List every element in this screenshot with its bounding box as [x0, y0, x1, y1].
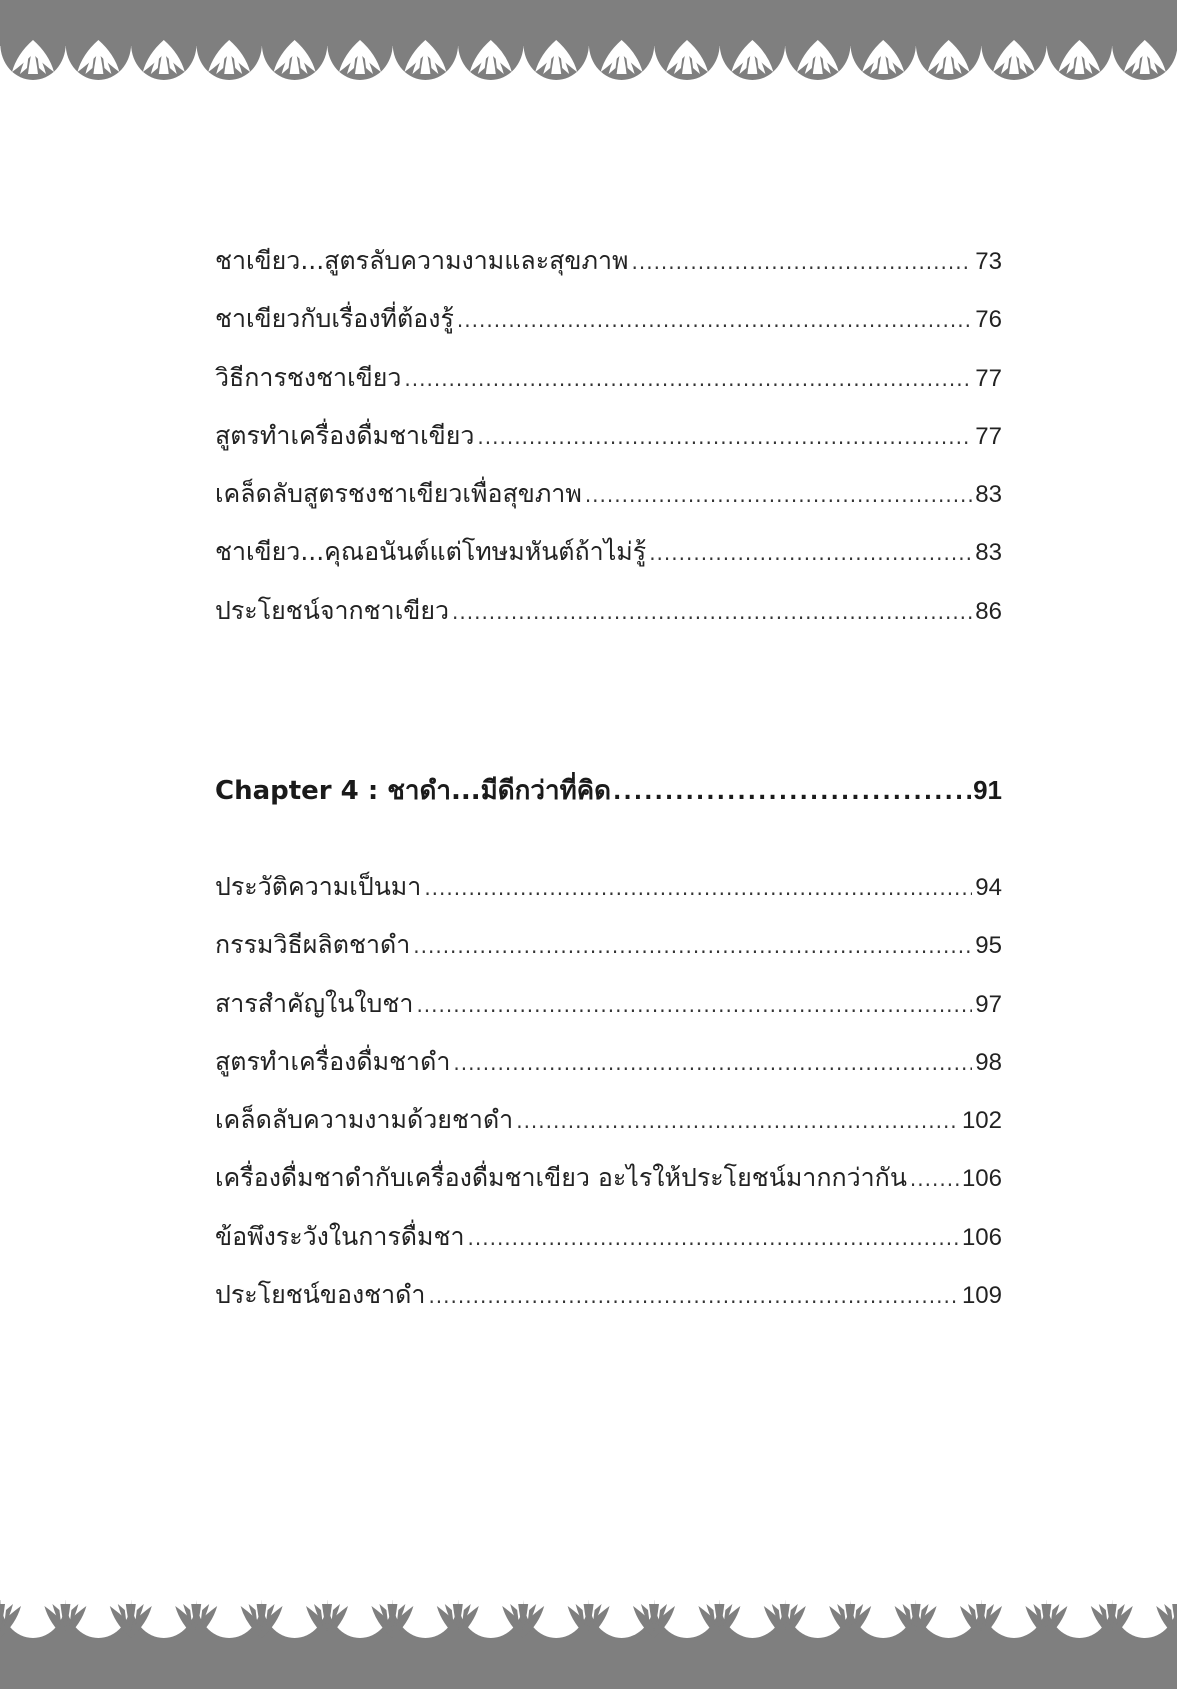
entry-title: ชาเขียวกับเรื่องที่ต้องรู้ — [215, 304, 454, 334]
entry-page-number: 83 — [975, 481, 1002, 509]
toc-entry[interactable] — [215, 870, 1002, 928]
entry-title: ประวัติความเป็นมา — [215, 872, 422, 901]
entry-page-number: 109 — [961, 1282, 1002, 1310]
top-decorative-border — [0, 0, 1177, 92]
entry-title: สูตรทำเครื่องดื่มชาดำ — [215, 1046, 451, 1076]
entry-title: ชาเขียว...คุณอนันต์แต่โทษมหันต์ถ้าไม่รู้ — [215, 537, 647, 567]
dot-leader — [613, 773, 971, 813]
entry-title: เครื่องดื่มชาดำกับเครื่องดื่มชาเขียว อะไรให้ประโยชน์มากกว่ากัน — [215, 1163, 907, 1193]
entry-page-number: 98 — [975, 1048, 1002, 1076]
toc-entry[interactable] — [215, 1045, 1002, 1103]
toc-entry[interactable] — [215, 361, 1002, 419]
dot-leader — [585, 478, 972, 512]
entry-page-number: 95 — [975, 932, 1002, 960]
toc-entry[interactable] — [215, 1103, 1002, 1161]
entry-title: ประโยชน์ของชาดำ — [215, 1280, 426, 1310]
toc-entry[interactable] — [215, 594, 1002, 652]
entry-page-number: 77 — [975, 422, 1002, 450]
toc-entry[interactable] — [215, 535, 1002, 593]
dot-leader — [416, 988, 972, 1022]
entry-title: วิธีการชงชาเขียว — [215, 362, 402, 392]
entry-page-number: 83 — [975, 539, 1002, 567]
toc-entry[interactable] — [215, 477, 1002, 535]
dot-leader — [649, 536, 972, 570]
entry-title: สูตรทำเครื่องดื่มชาเขียว — [215, 420, 475, 450]
toc-entry[interactable] — [215, 1161, 1002, 1219]
toc-entry[interactable] — [215, 244, 1002, 302]
dot-leader — [468, 1221, 959, 1255]
entry-title: ประโยชน์จากชาเขียว — [215, 595, 450, 625]
toc-section-black-tea — [215, 870, 1002, 1336]
bottom-decorative-border — [0, 1592, 1177, 1689]
dot-leader — [910, 1162, 959, 1196]
top-border-pattern — [0, 0, 1177, 92]
toc-entry[interactable] — [215, 419, 1002, 477]
entry-page-number: 106 — [961, 1223, 1002, 1251]
dot-leader — [516, 1104, 959, 1138]
dot-leader — [452, 595, 972, 629]
dot-leader — [477, 420, 972, 454]
entry-title: สารสำคัญในใบชา — [215, 988, 414, 1018]
chapter-4-heading[interactable] — [215, 770, 1002, 813]
dot-leader — [413, 929, 972, 963]
entry-page-number: 73 — [975, 248, 1002, 275]
dot-leader — [404, 362, 972, 396]
entry-page-number: 94 — [975, 874, 1002, 901]
entry-title: ข้อพึงระวังในการดื่มชา — [215, 1221, 465, 1251]
entry-title: เคล็ดลับสูตรชงชาเขียวเพื่อสุขภาพ — [215, 479, 582, 509]
chapter-title: Chapter 4 : ชาดำ...มีดีกว่าที่คิด — [215, 776, 612, 806]
toc-entry[interactable] — [215, 1278, 1002, 1336]
entry-page-number: 102 — [961, 1107, 1002, 1135]
toc-entry[interactable] — [215, 302, 1002, 360]
entry-page-number: 77 — [975, 364, 1002, 392]
entry-page-number: 86 — [975, 597, 1002, 625]
dot-leader — [453, 1046, 972, 1080]
entry-page-number: 97 — [975, 990, 1002, 1018]
chapter-page-number: 91 — [973, 775, 1002, 805]
entry-title: กรรมวิธีผลิตชาดำ — [215, 930, 411, 960]
toc-entry[interactable] — [215, 928, 1002, 986]
toc-section-green-tea — [215, 244, 1002, 652]
dot-leader — [632, 245, 973, 279]
entry-page-number: 76 — [975, 306, 1002, 334]
toc-entry[interactable] — [215, 1220, 1002, 1278]
dot-leader — [457, 303, 972, 337]
entry-page-number: 106 — [961, 1165, 1002, 1193]
dot-leader — [428, 1279, 959, 1313]
entry-title: เคล็ดลับความงามด้วยชาดำ — [215, 1105, 514, 1135]
bottom-border-pattern — [0, 1592, 1177, 1689]
dot-leader — [424, 871, 972, 905]
toc-entry[interactable] — [215, 987, 1002, 1045]
entry-title: ชาเขียว...สูตรลับความงามและสุขภาพ — [215, 246, 629, 275]
